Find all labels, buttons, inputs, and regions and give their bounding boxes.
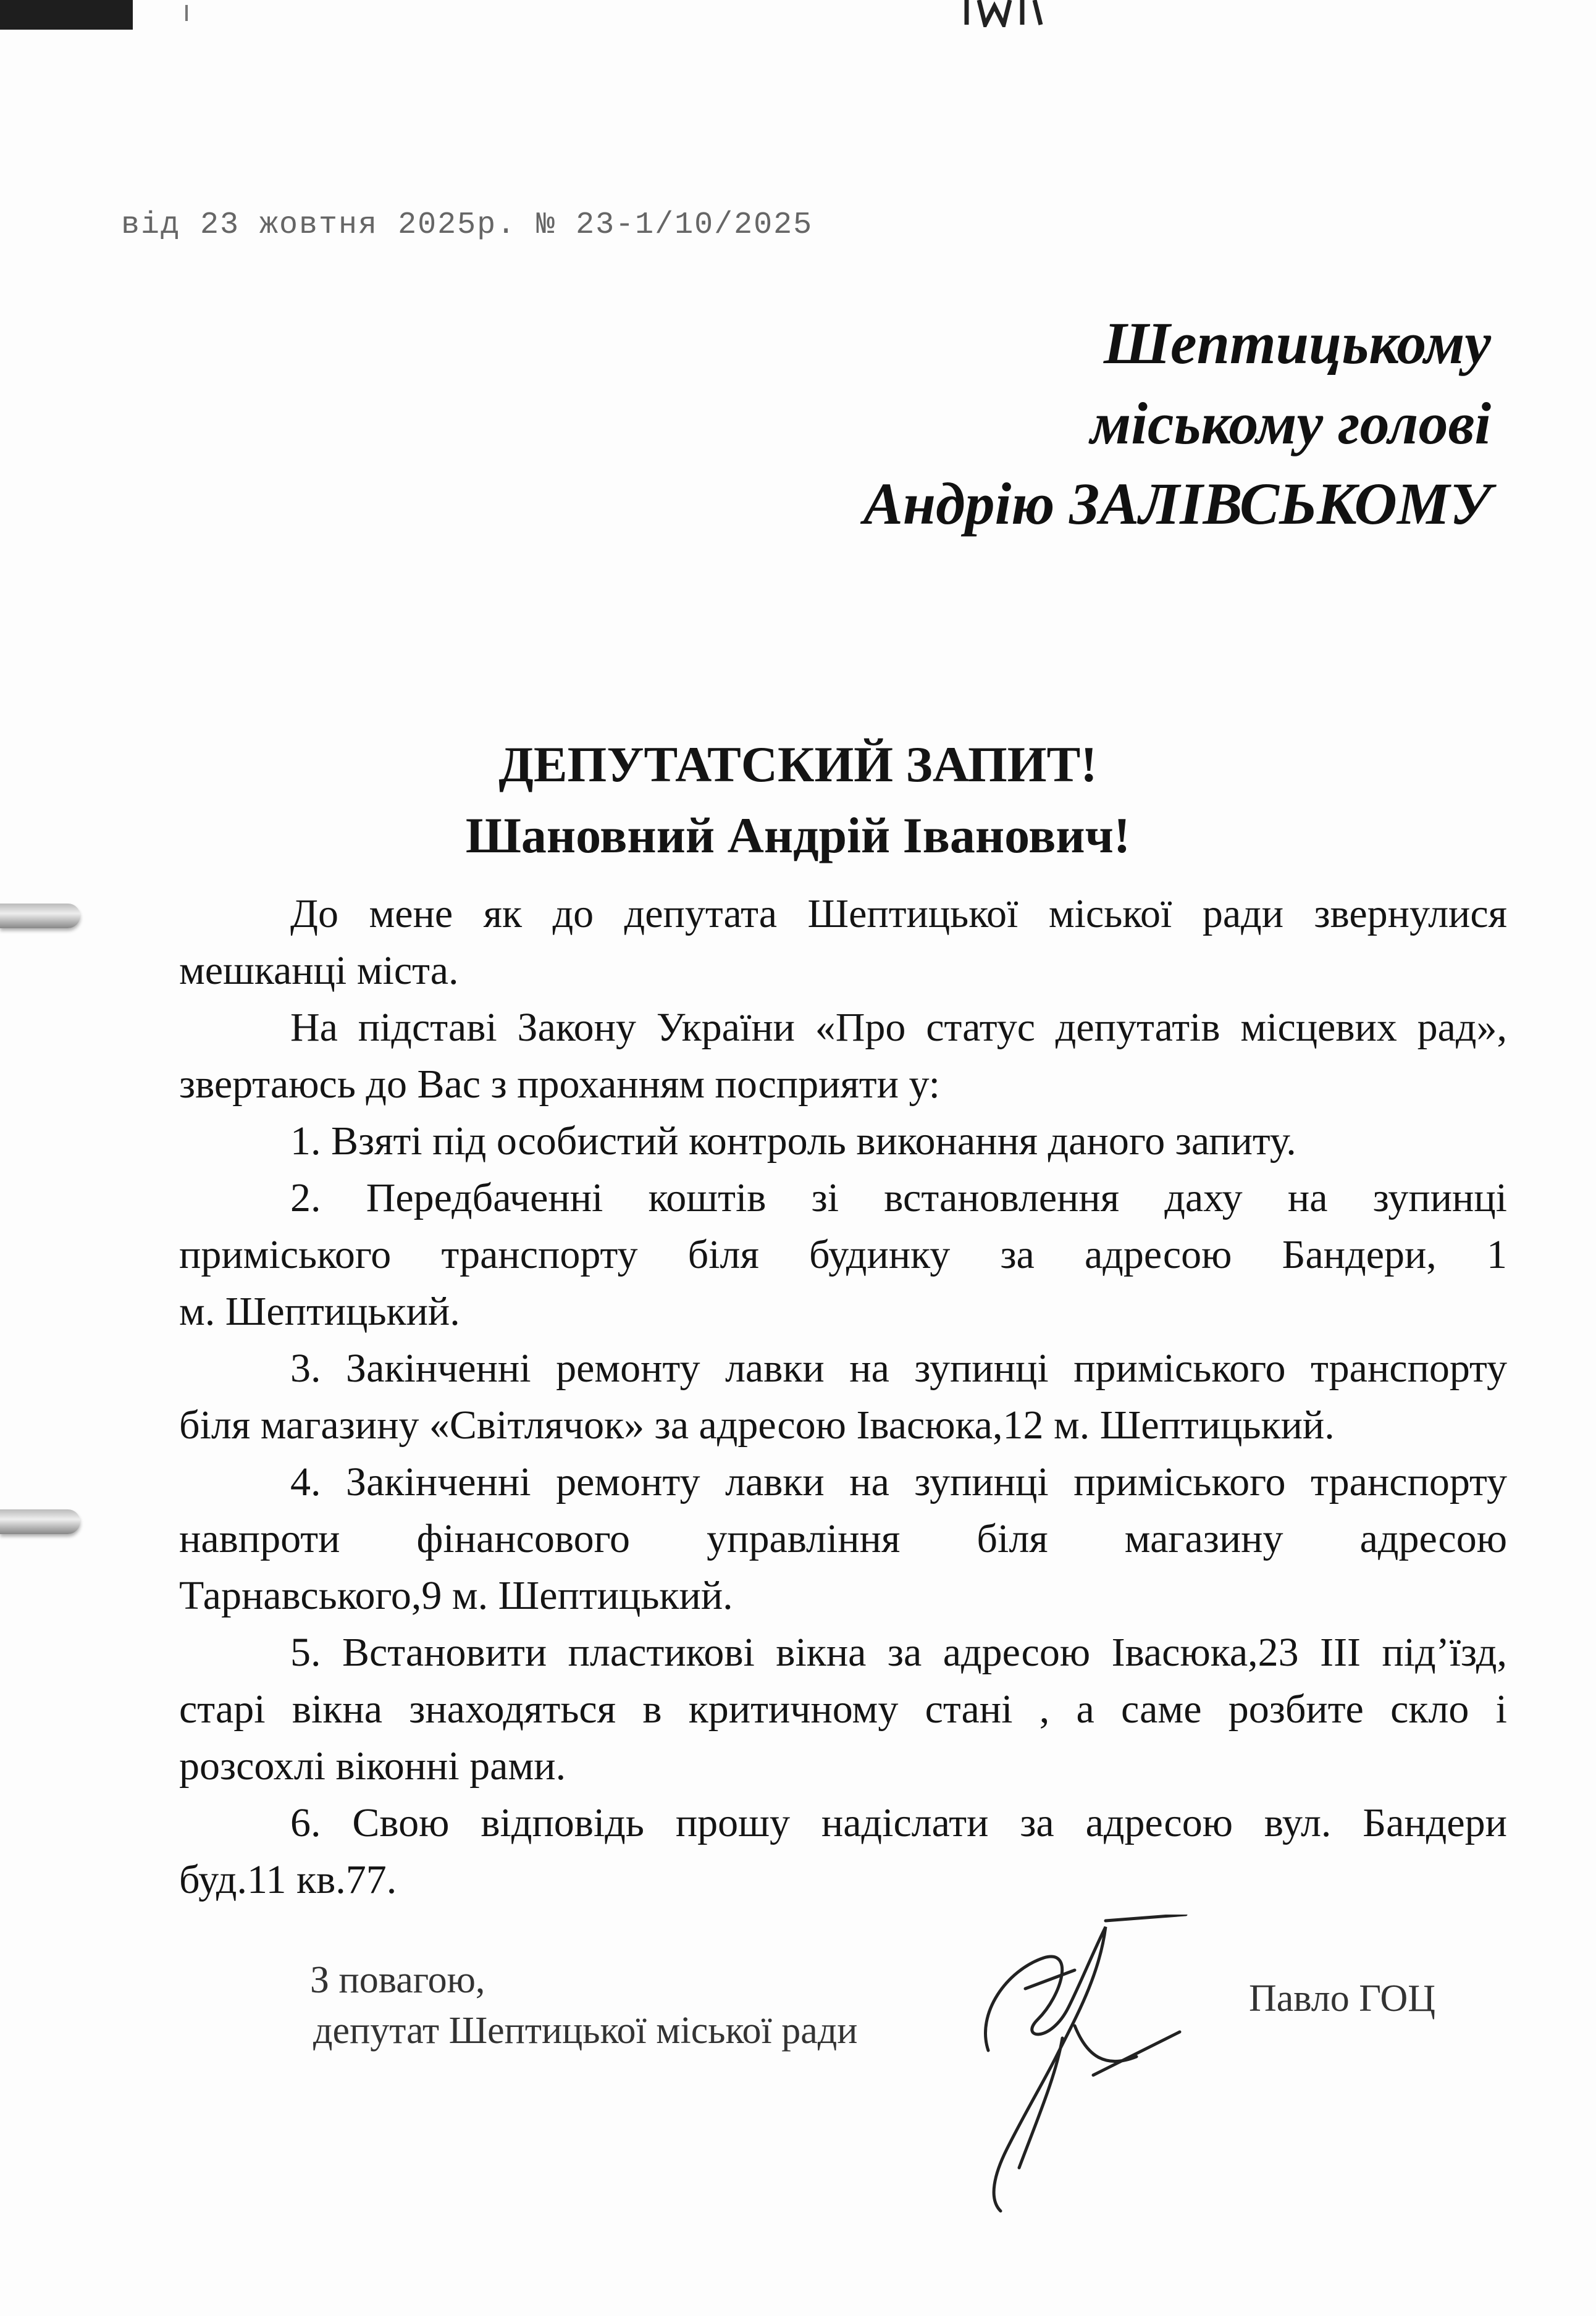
addressee-line: Андрію ЗАЛІВСЬКОМУ (863, 471, 1491, 537)
emblem-fragment-icon (960, 0, 1053, 27)
salutation: Шановний Андрій Іванович! (465, 807, 1131, 863)
body-line: звертаюсь до Вас з проханням посприяти у: (179, 1062, 940, 1107)
list-item-cont: старі вікна знаходяться в критичному стані , а саме розбите скло і (179, 1687, 1507, 1732)
list-item: 6. Свою відповідь прошу надіслати за адресою вул. Бандери (290, 1800, 1507, 1845)
binder-ring (0, 904, 80, 928)
list-item: 4. Закінченні ремонту лавки на зупинці приміського транспорту (290, 1459, 1507, 1504)
document-title: ДЕПУТАТСКИЙ ЗАПИТ! (498, 736, 1098, 792)
scan-dark-corner (0, 0, 133, 30)
closing-position: депутат Шептицької міської ради (313, 2010, 858, 2052)
handwritten-signature (951, 1915, 1198, 2223)
list-item-cont: буд.11 кв.77. (179, 1857, 397, 1902)
list-item: 5. Встановити пластикові вікна за адресою Івасюка,23 ІІІ під’їзд, (290, 1630, 1507, 1675)
document-date-number: від 23 жовтня 2025р. № 23-1/10/2025 (121, 208, 813, 243)
closing-regards: З повагою, (310, 1959, 485, 2001)
list-item-cont: Тарнавського,9 м. Шептицький. (179, 1573, 733, 1618)
list-item-cont: розсохлі віконні рами. (179, 1743, 566, 1789)
list-item: 3. Закінченні ремонту лавки на зупинці приміського транспорту (290, 1346, 1507, 1391)
body-line: До мене як до депутата Шептицької міської ради звернулися (290, 891, 1507, 936)
signatory-name: Павло ГОЦ (1249, 1978, 1436, 2020)
addressee-line: міському голові (1090, 390, 1491, 456)
list-item-cont: м. Шептицький. (179, 1289, 460, 1334)
list-item: 1. Взяті під особистий контроль виконання даного запиту. (290, 1118, 1296, 1164)
body-line: мешканці міста. (179, 948, 459, 993)
scan-mark (185, 5, 188, 21)
list-item-cont: навпроти фінансового управління біля магазину адресою (179, 1516, 1507, 1561)
list-item-cont: приміського транспорту біля будинку за адресою Бандери, 1 (179, 1232, 1507, 1277)
list-item-cont: біля магазину «Світлячок» за адресою Івасюка,12 м. Шептицький. (179, 1403, 1335, 1448)
addressee-line: Шептицькому (1103, 310, 1491, 376)
body-line: На підставі Закону України «Про статус депутатів місцевих рад», (290, 1005, 1507, 1050)
list-item: 2. Передбаченні коштів зі встановлення даху на зупинці (290, 1175, 1507, 1220)
binder-ring (0, 1509, 80, 1534)
